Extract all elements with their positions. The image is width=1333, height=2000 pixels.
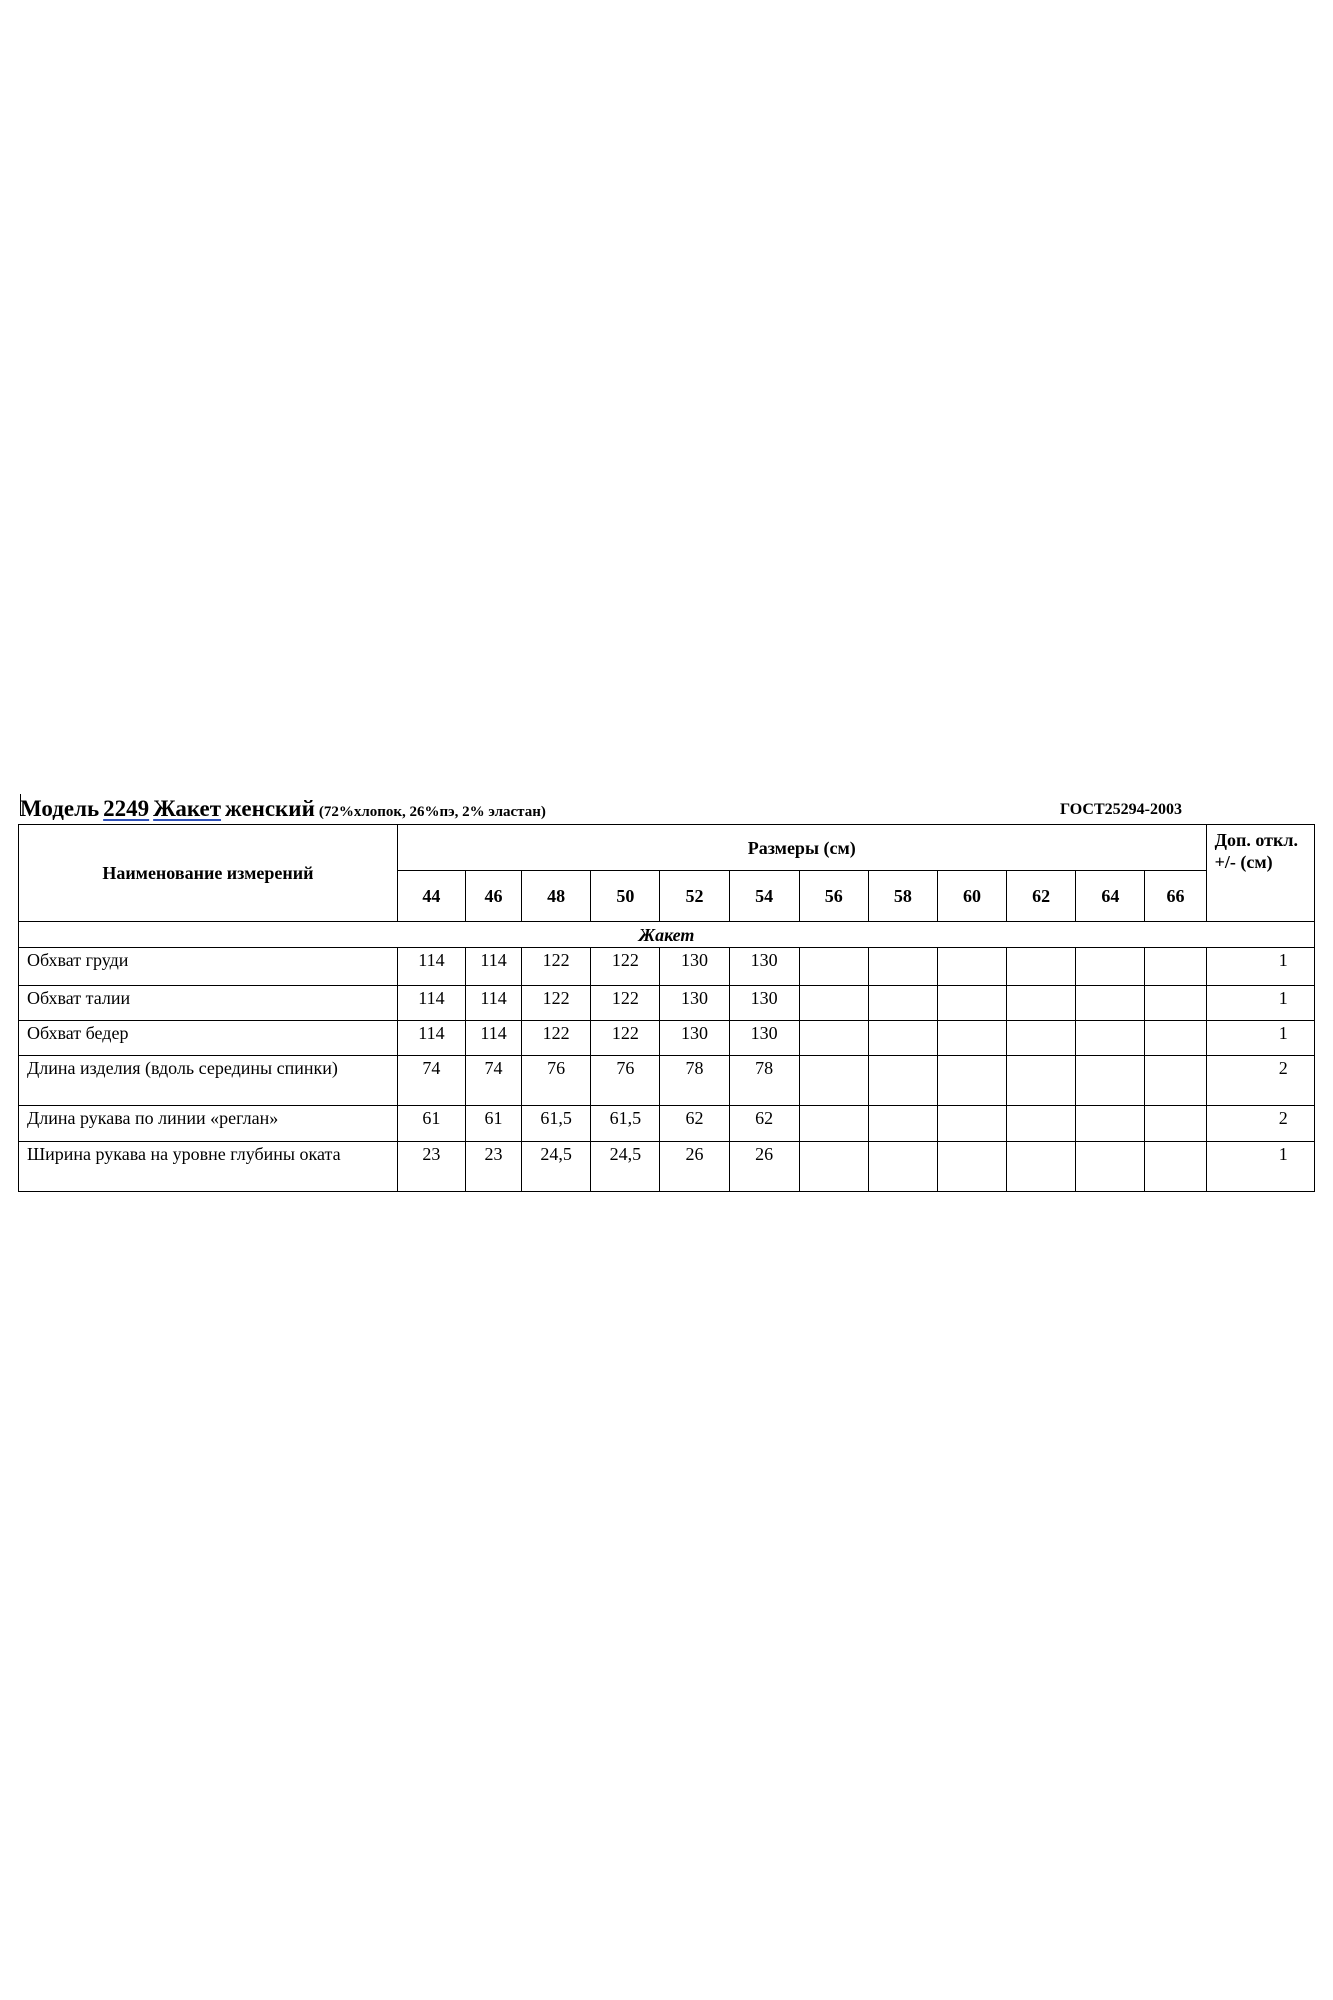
measurement-value: 62 — [729, 1106, 799, 1142]
measurement-value: 122 — [591, 986, 660, 1021]
measurement-value — [799, 1106, 868, 1142]
tolerance-value: 1 — [1206, 948, 1314, 986]
size-header-54: 54 — [729, 871, 799, 922]
measurement-value — [868, 1106, 937, 1142]
tolerance-header: Доп. откл. +/- (см) — [1206, 825, 1314, 922]
tolerance-value: 2 — [1206, 1056, 1314, 1106]
measurement-value: 23 — [465, 1142, 521, 1192]
measurement-row — [19, 948, 1315, 986]
tolerance-value: 2 — [1206, 1106, 1314, 1142]
measure-name-header: Наименование измерений — [19, 825, 398, 922]
measurement-name: Длина рукава по линии «реглан» — [19, 1106, 398, 1142]
size-header-58: 58 — [868, 871, 937, 922]
measurement-value — [868, 1021, 937, 1056]
size-table — [18, 824, 1315, 1192]
measurement-row — [19, 1106, 1315, 1142]
measurement-value: 61 — [465, 1106, 521, 1142]
measurement-value — [937, 948, 1006, 986]
measurement-value — [868, 1142, 937, 1192]
measurement-value — [1007, 1021, 1076, 1056]
measurement-value — [799, 1056, 868, 1106]
measurement-name: Ширина рукава на уровне глубины оката — [19, 1142, 398, 1192]
measurement-value — [1076, 1106, 1145, 1142]
measurement-value — [937, 986, 1006, 1021]
measurement-value: 78 — [660, 1056, 729, 1106]
measurement-value — [1145, 986, 1206, 1021]
measurement-value — [1076, 1142, 1145, 1192]
measurement-row — [19, 1056, 1315, 1106]
measurement-value — [1007, 986, 1076, 1021]
measurement-value — [1076, 1056, 1145, 1106]
measurement-name: Длина изделия (вдоль середины спинки) — [19, 1056, 398, 1106]
measurement-value: 130 — [660, 1021, 729, 1056]
tolerance-value: 1 — [1206, 1142, 1314, 1192]
document-title — [20, 796, 546, 822]
measurement-value — [1145, 1021, 1206, 1056]
size-header-44: 44 — [397, 871, 465, 922]
measurement-value — [1007, 1142, 1076, 1192]
sizes-header: Размеры (см) — [397, 825, 1206, 871]
size-header-50: 50 — [591, 871, 660, 922]
measurement-value: 76 — [522, 1056, 591, 1106]
measurement-value — [1145, 1142, 1206, 1192]
measurement-value: 114 — [397, 1021, 465, 1056]
size-header-46: 46 — [465, 871, 521, 922]
measurement-value — [799, 1021, 868, 1056]
measurement-value — [799, 986, 868, 1021]
measurement-value — [1076, 1021, 1145, 1056]
measurement-value: 61,5 — [522, 1106, 591, 1142]
size-header-60: 60 — [937, 871, 1006, 922]
measurement-value — [1145, 1056, 1206, 1106]
measurement-value — [1007, 1106, 1076, 1142]
size-header-64: 64 — [1076, 871, 1145, 922]
measurement-value: 122 — [522, 986, 591, 1021]
measurement-row — [19, 1021, 1315, 1056]
measurement-value: 130 — [729, 1021, 799, 1056]
measurement-value: 122 — [591, 948, 660, 986]
measurement-value: 74 — [465, 1056, 521, 1106]
measurement-value — [1145, 948, 1206, 986]
size-header-62: 62 — [1007, 871, 1076, 922]
measurement-value: 26 — [729, 1142, 799, 1192]
measurement-value: 24,5 — [591, 1142, 660, 1192]
measurement-value — [868, 986, 937, 1021]
measurement-value — [937, 1106, 1006, 1142]
measurement-name: Обхват талии — [19, 986, 398, 1021]
measurement-value: 26 — [660, 1142, 729, 1192]
measurement-name: Обхват груди — [19, 948, 398, 986]
measurement-value — [1007, 1056, 1076, 1106]
measurement-value: 62 — [660, 1106, 729, 1142]
measurement-value: 130 — [729, 948, 799, 986]
measurement-value: 114 — [397, 986, 465, 1021]
size-header-66: 66 — [1145, 871, 1206, 922]
model-number: 2249 — [103, 796, 150, 821]
measurement-row — [19, 986, 1315, 1021]
size-header-48: 48 — [522, 871, 591, 922]
measurement-value: 61,5 — [591, 1106, 660, 1142]
measurement-value: 114 — [465, 986, 521, 1021]
measurement-value — [1076, 948, 1145, 986]
measurement-value: 24,5 — [522, 1142, 591, 1192]
measurement-value — [799, 1142, 868, 1192]
measurement-value — [1007, 948, 1076, 986]
section-title: Жакет — [19, 922, 1315, 948]
tolerance-value: 1 — [1206, 986, 1314, 1021]
document-title-line — [18, 792, 1315, 822]
size-header-56: 56 — [799, 871, 868, 922]
measurement-value: 74 — [397, 1056, 465, 1106]
measurement-value: 122 — [522, 948, 591, 986]
size-chart-document — [18, 792, 1315, 1164]
measurement-value: 130 — [660, 986, 729, 1021]
measurement-value — [868, 1056, 937, 1106]
measurement-value — [868, 948, 937, 986]
measurement-value: 122 — [591, 1021, 660, 1056]
measurement-value: 122 — [522, 1021, 591, 1056]
fabric-composition: (72%хлопок, 26%пэ, 2% эластан) — [318, 804, 546, 820]
measurement-value: 114 — [465, 948, 521, 986]
measurement-value — [799, 948, 868, 986]
title-prefix: Модель — [20, 796, 100, 821]
measurement-value: 114 — [397, 948, 465, 986]
measurement-value: 61 — [397, 1106, 465, 1142]
measurement-row — [19, 1142, 1315, 1192]
measurement-name: Обхват бедер — [19, 1021, 398, 1056]
measurement-value: 130 — [729, 986, 799, 1021]
measurement-value: 114 — [465, 1021, 521, 1056]
item-name: Жакет — [153, 796, 222, 821]
gender-label: женский — [225, 796, 315, 821]
measurement-value: 78 — [729, 1056, 799, 1106]
measurement-value — [937, 1056, 1006, 1106]
measurement-value: 23 — [397, 1142, 465, 1192]
tolerance-value: 1 — [1206, 1021, 1314, 1056]
measurement-value — [937, 1021, 1006, 1056]
size-header-52: 52 — [660, 871, 729, 922]
measurement-value: 130 — [660, 948, 729, 986]
measurement-value — [937, 1142, 1006, 1192]
measurement-value — [1145, 1106, 1206, 1142]
measurement-value — [1076, 986, 1145, 1021]
measurement-value: 76 — [591, 1056, 660, 1106]
standard-code: ГОСТ25294-2003 — [1060, 801, 1182, 818]
